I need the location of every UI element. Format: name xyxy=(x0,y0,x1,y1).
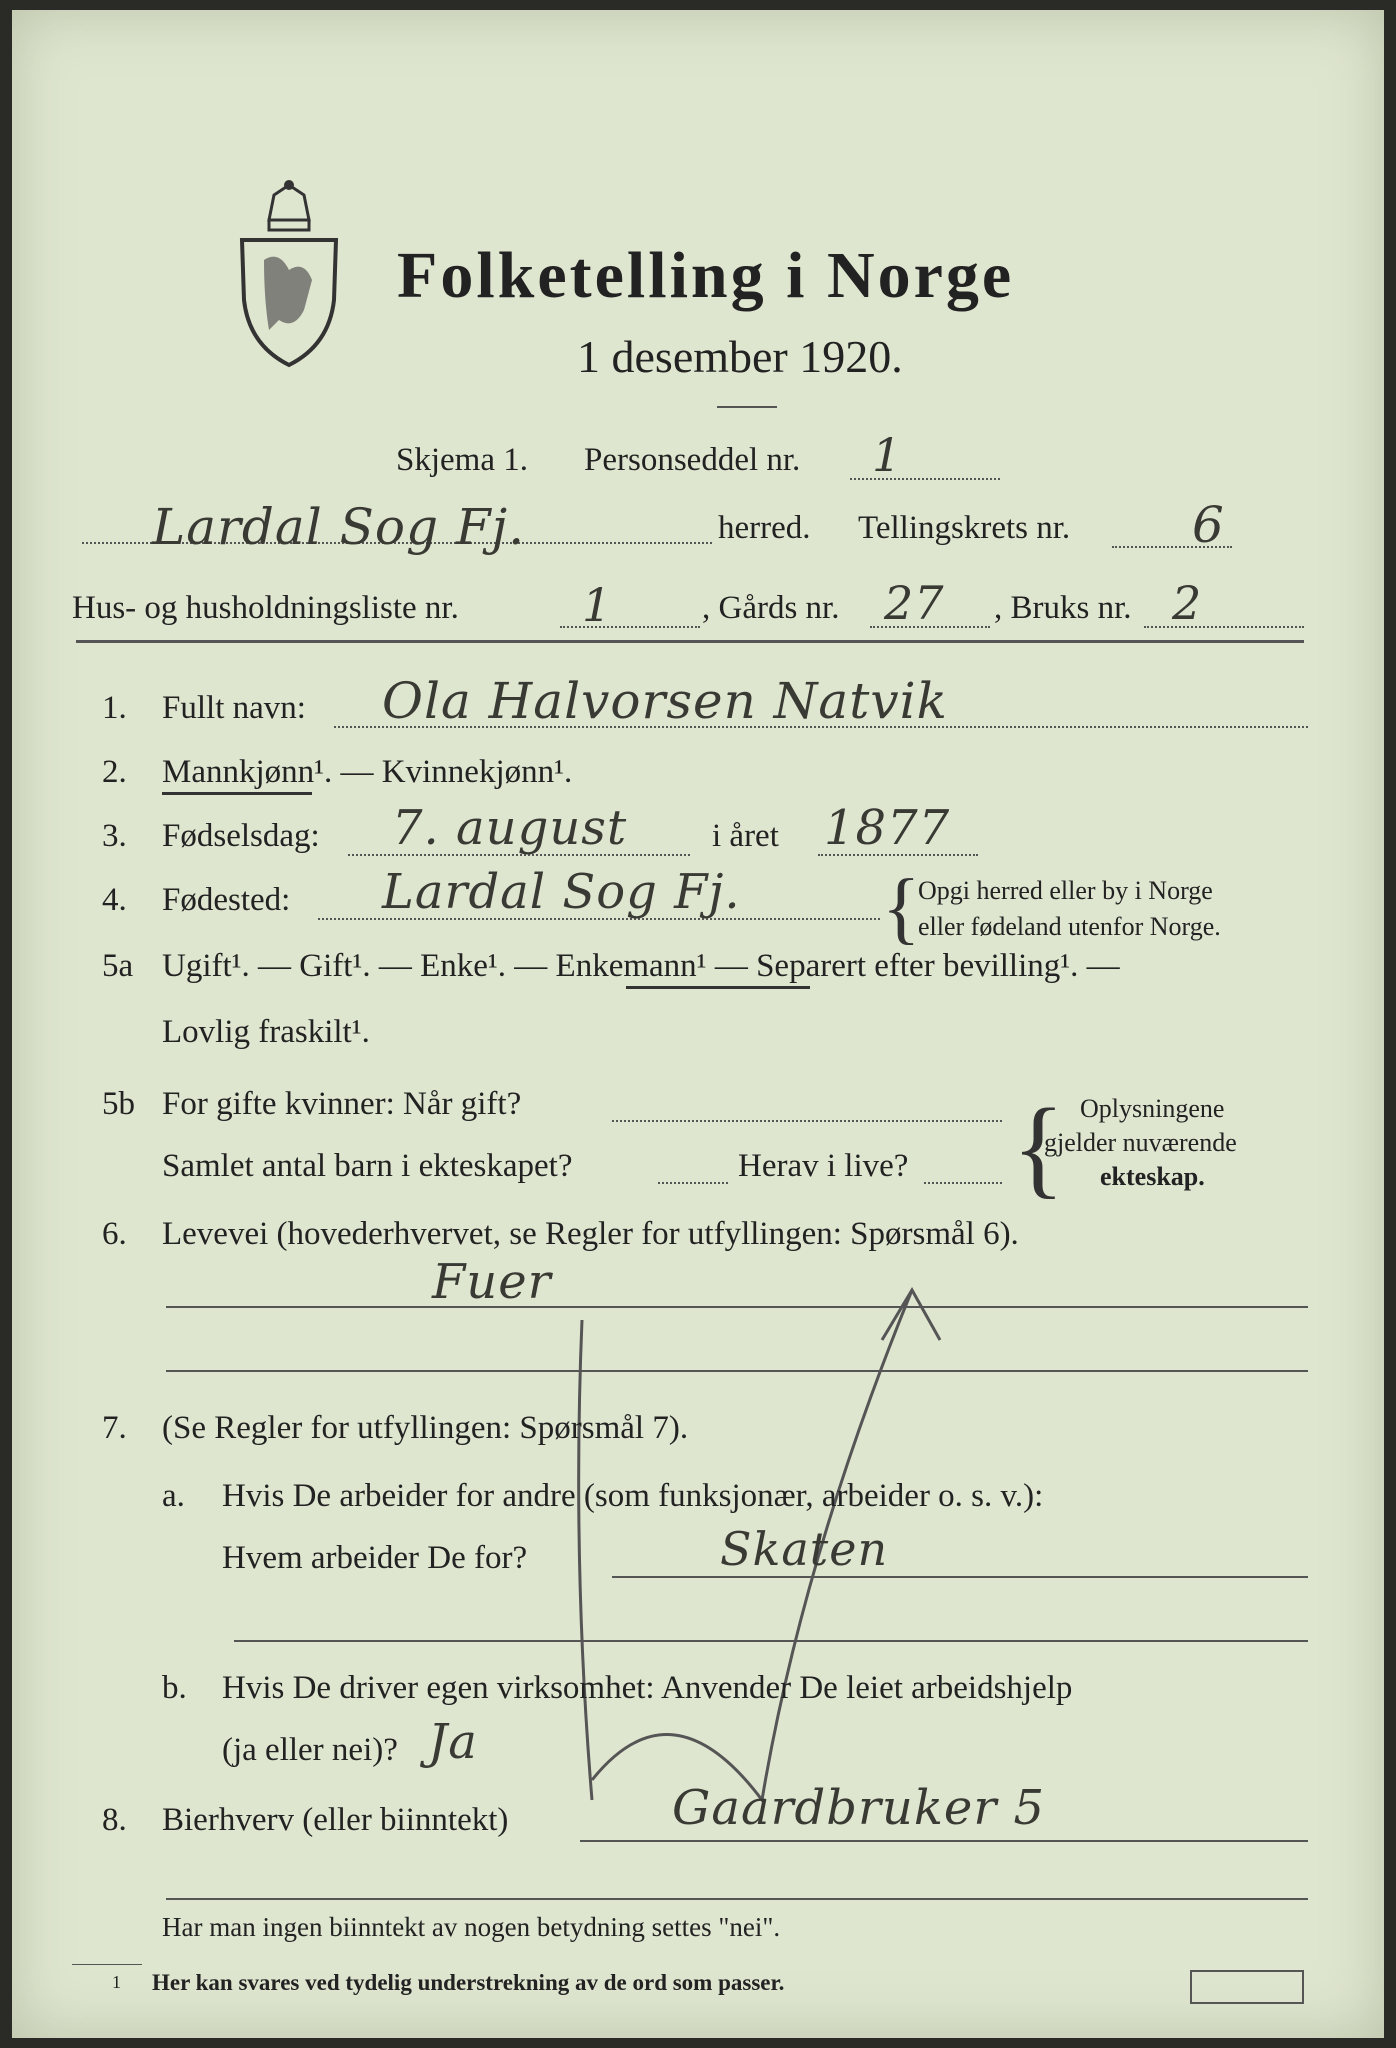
q5a-label: Ugift¹. — Gift¹. — Enke¹. — Enkemann¹ — Separert efter bevilling¹. — xyxy=(162,948,1120,984)
gards-label: , Gårds nr. xyxy=(702,590,840,626)
q6-label: Levevei (hovederhvervet, se Regler for utfyllingen: Spørsmål 6). xyxy=(162,1216,1019,1252)
q4-number: 4. xyxy=(102,882,127,918)
q1-number: 1. xyxy=(102,690,127,726)
q5a-label-line2: Lovlig fraskilt¹. xyxy=(162,1014,370,1050)
q6-number: 6. xyxy=(102,1216,127,1252)
bruks-label: , Bruks nr. xyxy=(994,590,1132,626)
q4-brace: { xyxy=(882,864,921,952)
q4-note-line1: Opgi herred eller by i Norge xyxy=(918,876,1213,905)
q7a-label: Hvis De arbeider for andre (som funksjonær, arbeider o. s. v.): xyxy=(222,1478,1044,1514)
q5b-alive-line xyxy=(924,1182,1002,1184)
title-divider xyxy=(717,406,777,408)
footnote-text: Her kan svares ved tydelig understrekning av de ord som passer. xyxy=(152,1970,785,1995)
q7a-line1 xyxy=(612,1576,1308,1578)
q1-full-name-value[interactable]: Ola Halvorsen Natvik xyxy=(382,672,948,730)
q5b-brace: { xyxy=(1012,1086,1065,1208)
q3-year-value[interactable]: 1877 xyxy=(824,800,951,856)
q5b-note-line1: Oplysningene xyxy=(1080,1094,1225,1123)
q8-number: 8. xyxy=(102,1802,127,1838)
q5b-children-line xyxy=(658,1182,728,1184)
tellingskrets-label: Tellingskrets nr. xyxy=(858,510,1071,546)
q4-birthplace-value[interactable]: Lardal Sog Fj. xyxy=(382,864,741,920)
q7b-label: Hvis De driver egen virksomhet: Anvender De leiet arbeidshjelp xyxy=(222,1670,1073,1706)
q4-note-line2: eller fødeland utenfor Norge. xyxy=(918,912,1221,941)
footnote-divider xyxy=(72,1964,142,1965)
personseddel-value[interactable]: 1 xyxy=(872,428,903,482)
q7b-letter: b. xyxy=(162,1670,187,1706)
q5b-label: For gifte kvinner: Når gift? xyxy=(162,1086,522,1122)
hus-label: Hus- og husholdningsliste nr. xyxy=(72,590,459,626)
q7a-letter: a. xyxy=(162,1478,185,1514)
skjema-label: Skjema 1. xyxy=(396,442,528,478)
hus-line xyxy=(560,626,700,628)
q5b-note-line2: gjelder nuværende xyxy=(1044,1128,1237,1157)
q5b-label-alive: Herav i live? xyxy=(738,1148,909,1184)
q5b-note-line3: ekteskap. xyxy=(1100,1162,1205,1191)
q6-occupation-value[interactable]: Fuer xyxy=(432,1254,552,1310)
herred-label: herred. xyxy=(718,510,811,546)
census-form-page xyxy=(12,10,1384,2038)
q5a-number: 5a xyxy=(102,948,134,984)
q3-birthdate-value[interactable]: 7. august xyxy=(392,800,628,856)
census-date: 1 desember 1920. xyxy=(577,331,903,382)
footer-note: Har man ingen biinntekt av nogen betydning settes "nei". xyxy=(162,1912,781,1942)
q8-side-income-value[interactable]: Gaardbruker 5 xyxy=(672,1780,1046,1836)
header-divider xyxy=(76,640,1304,643)
q2-underline-mark xyxy=(162,792,312,795)
bruks-value[interactable]: 2 xyxy=(1172,576,1203,630)
footnote-mark: 1 xyxy=(112,1972,121,1992)
q5b-label-children: Samlet antal barn i ekteskapet? xyxy=(162,1148,573,1184)
form-title: Folketelling i Norge xyxy=(397,239,1015,312)
q8-label: Bierhverv (eller biinntekt) xyxy=(162,1802,509,1838)
printer-stamp xyxy=(1190,1970,1304,2004)
q5b-number: 5b xyxy=(102,1086,135,1122)
q5a-underline-mark xyxy=(626,986,810,989)
gards-value[interactable]: 27 xyxy=(884,576,945,630)
q5b-married-line xyxy=(612,1120,1002,1122)
q2-number: 2. xyxy=(102,754,127,790)
coat-of-arms-icon xyxy=(234,180,344,370)
q3-label: Fødselsdag: xyxy=(162,818,320,854)
q7-number: 7. xyxy=(102,1410,127,1446)
tellingskrets-value[interactable]: 6 xyxy=(1192,496,1225,554)
personseddel-label: Personseddel nr. xyxy=(584,442,801,478)
q3-number: 3. xyxy=(102,818,127,854)
q8-line xyxy=(580,1840,1308,1842)
q7b-hired-help-value[interactable]: Ja xyxy=(428,1714,478,1770)
q8-bottom-line xyxy=(166,1898,1308,1900)
q7a-label-line2: Hvem arbeider De for? xyxy=(222,1540,528,1576)
q7b-label-line2: (ja eller nei)? xyxy=(222,1732,398,1768)
q1-label: Fullt navn: xyxy=(162,690,306,726)
herred-value[interactable]: Lardal Sog Fj. xyxy=(152,498,525,556)
q2-label: Mannkjønn¹. — Kvinnekjønn¹. xyxy=(162,754,573,790)
q7-label: (Se Regler for utfyllingen: Spørsmål 7). xyxy=(162,1410,689,1446)
q3-year-label: i året xyxy=(712,818,779,854)
q7a-line2 xyxy=(234,1640,1308,1642)
bruks-line xyxy=(1144,626,1304,628)
hus-value[interactable]: 1 xyxy=(582,578,613,632)
q7a-employer-value[interactable]: Skaten xyxy=(720,1522,889,1576)
q4-label: Fødested: xyxy=(162,882,291,918)
